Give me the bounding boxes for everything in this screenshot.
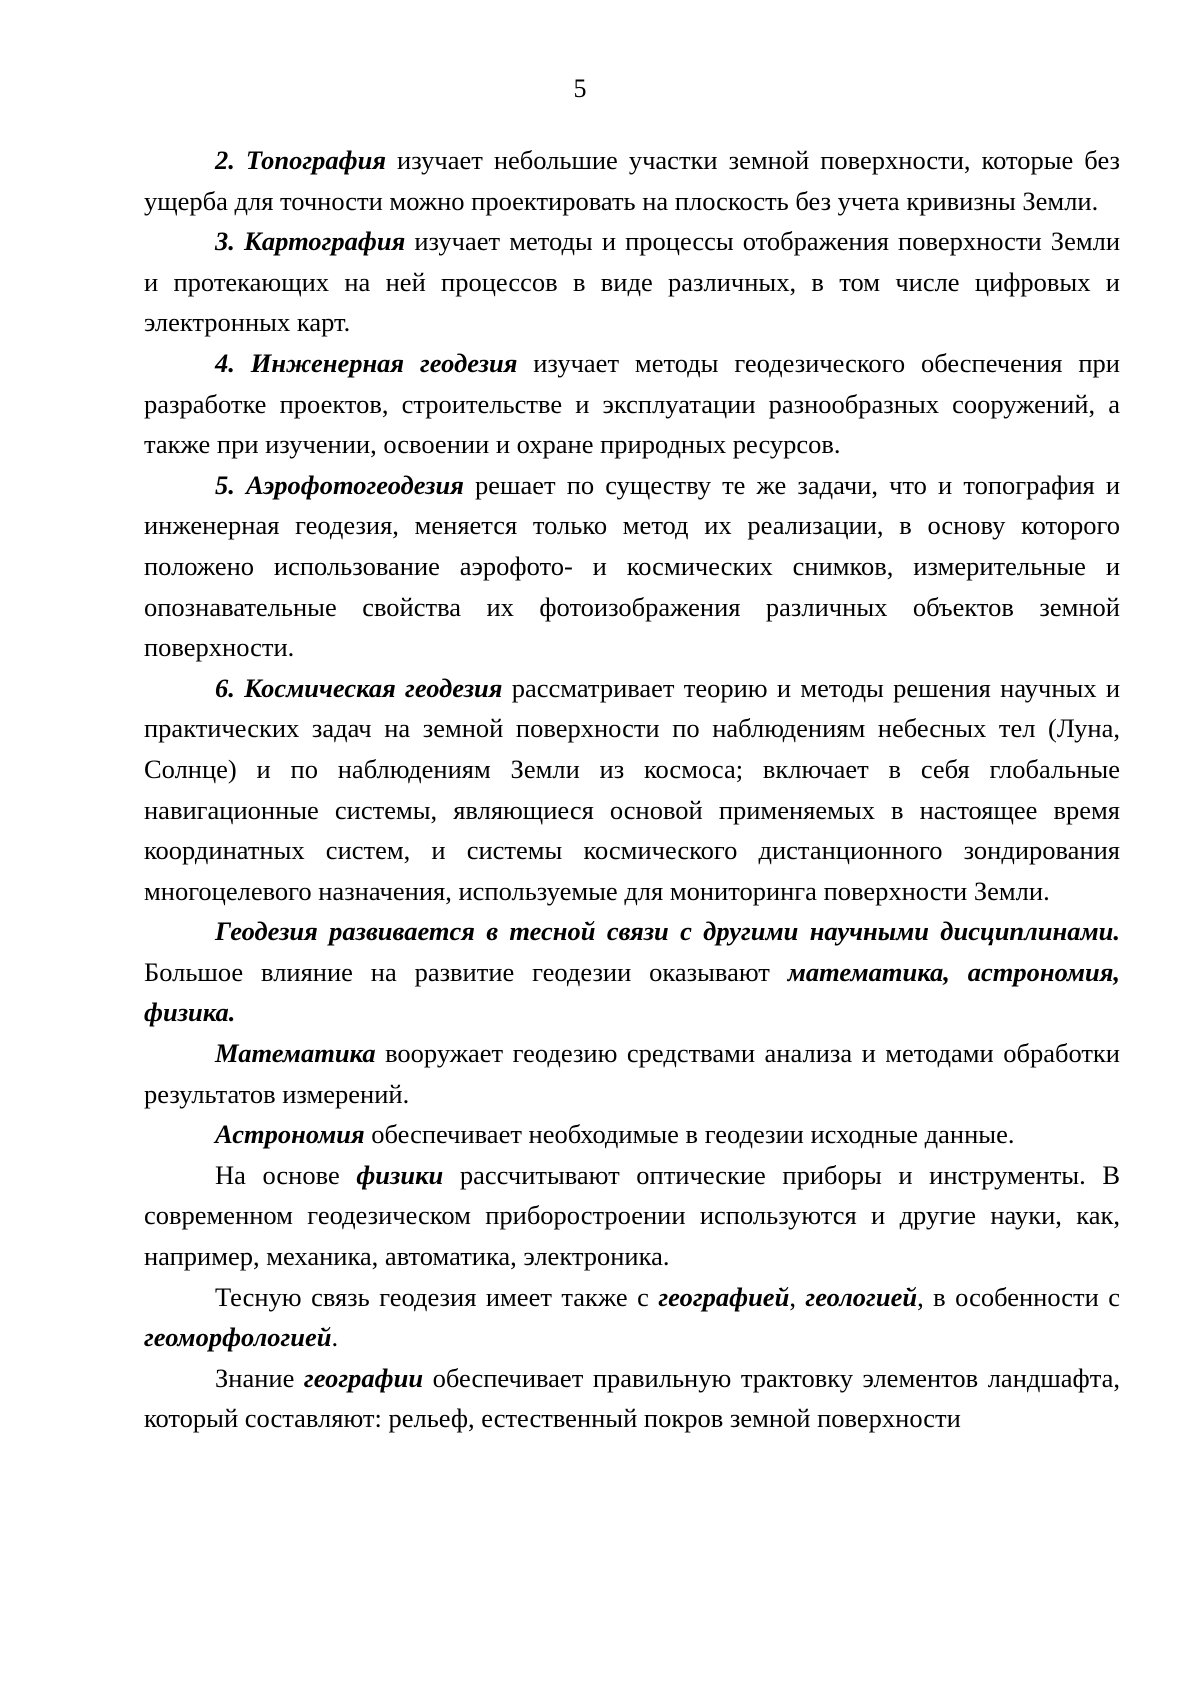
text-run: изучает методы геодезического обеспечения при разработке проектов, строительстве и эксплуатации разнообразных сооруже­ний, а также при изучении, освоении и охране природных ресурсов. [144, 348, 1120, 459]
text-run: Тесную связь геодезия имеет также с [215, 1282, 658, 1312]
document-page [0, 0, 1200, 1698]
paragraph-space-geodesy [144, 668, 1120, 912]
paragraph-mathematics [144, 1033, 1120, 1114]
text-run: рассчитывают оптические приборы и инструменты. В современном геодезическом приборостроении используются и другие науки, как, например, механика, автоматика, электроника. [144, 1160, 1120, 1271]
paragraph-astronomy [144, 1114, 1120, 1155]
body-text [144, 140, 1120, 1439]
text-run: изучает небольшие участки земной поверхности, которые без ущерба для точности можно проектировать на плоскость без учета кривиз­ны Земли. [144, 145, 1120, 216]
paragraph-engineering-geodesy [144, 343, 1120, 465]
emphasized-term: Астрономия [215, 1119, 365, 1149]
text-run: решает по существу те же задачи, что и топография и инженерная геодезия, меняется только метод их реализации, в основу которо­го положено использование аэрофото- и космических снимков, измерительные и опознавательные свойства их фотоизображения различных объектов земной поверхности. [144, 470, 1120, 662]
text-run: , [789, 1282, 805, 1312]
paragraph-geography-geology [144, 1277, 1120, 1358]
paragraph-related-disciplines [144, 911, 1120, 1033]
emphasized-term: 6. Космическая геодезия [215, 673, 502, 703]
emphasized-term: математика, астро­номия, физика. [144, 957, 1120, 1028]
text-run: обеспечивает необходимые в геодезии исходные данные. [365, 1119, 1015, 1149]
emphasized-term: 4. Инженерная геодезия [215, 348, 517, 378]
paragraph-aerophotogeodesy [144, 465, 1120, 668]
emphasized-term: 3. Картография [215, 226, 405, 256]
emphasized-term: географии [304, 1363, 423, 1393]
text-run: , в особенно­сти с [917, 1282, 1120, 1312]
paragraph-geography-knowledge [144, 1358, 1120, 1439]
text-run: изучает методы и процессы отображения поверхности Земли и протекающих на ней процессов в виде различных, в том числе цифро­вых и электронных карт. [144, 226, 1120, 337]
emphasized-term: 2. Топография [215, 145, 386, 175]
text-run: На основе [215, 1160, 356, 1190]
text-run: обеспечивает правильную трактовку элементов ланд­шафта, который составляют: рельеф, естественный покров земной поверхности [144, 1363, 1120, 1434]
paragraph-cartography [144, 221, 1120, 343]
emphasized-term: географией [658, 1282, 789, 1312]
paragraph-physics [144, 1155, 1120, 1277]
text-run: Большое влияние на развитие геодезии оказывают [144, 957, 788, 987]
emphasized-term: Математика [215, 1038, 376, 1068]
emphasized-term: 5. Аэрофотогеодезия [215, 470, 464, 500]
text-run: вооружает геодезию средствами анализа и методами обра­ботки результатов измерений. [144, 1038, 1120, 1109]
text-run: . [332, 1322, 339, 1352]
emphasized-term: геологией [805, 1282, 917, 1312]
emphasized-term: Геодезия развивается в тесной связи с другими научными дисципли­нами. [215, 916, 1120, 946]
paragraph-topography [144, 140, 1120, 221]
page-number: 5 [0, 74, 1160, 104]
emphasized-term: физики [356, 1160, 443, 1190]
text-run: рассматривает теорию и методы решения науч­ных и практических задач на земной поверхности по наблюдениям небесных тел (Луна, Солнце) и по наблюдениям Земли из космоса; включает в себя гло­бальные навигационные системы, являющиеся основой применяемых в на­стоящее время координатных систем, и системы космического дистанционного зондирования многоцелевого назначения, используемые для мониторинга по­верхности Земли. [144, 673, 1120, 906]
emphasized-term: геоморфологией [144, 1322, 332, 1352]
text-run: Знание [215, 1363, 304, 1393]
